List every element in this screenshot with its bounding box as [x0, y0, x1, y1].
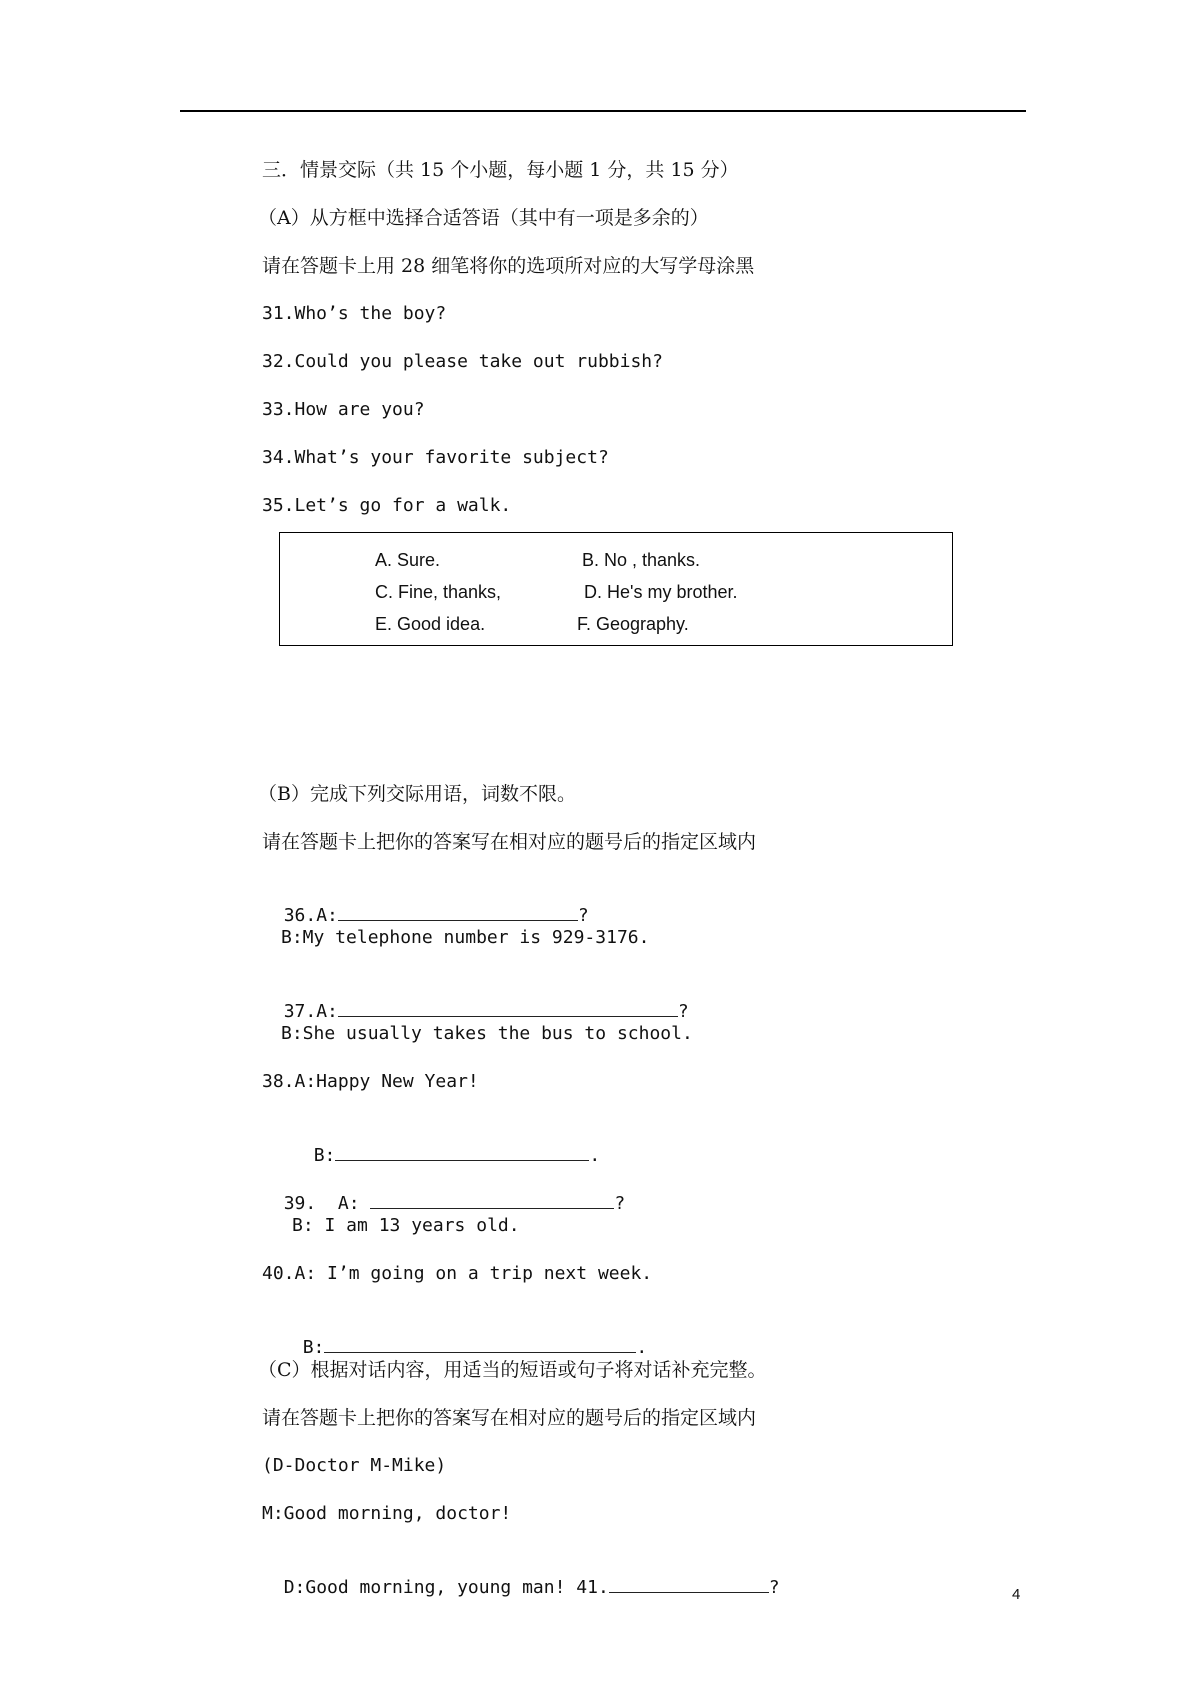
question-40-b — [281, 1310, 647, 1360]
q37-end: ? — [677, 1001, 689, 1022]
question-32: 32.Could you please take out rubbish? — [262, 351, 663, 372]
section-title: 三．情景交际（共 15 个小题，每小题 1 分，共 15 分） — [262, 159, 739, 181]
q39-end: ? — [614, 1193, 626, 1214]
page-number: 4 — [1012, 1586, 1021, 1603]
part-c-instruction: （C）根据对话内容，用适当的短语或句子将对话补充完整。 — [258, 1359, 767, 1381]
part-c-roles: (D-Doctor M-Mike) — [262, 1455, 447, 1476]
option-b: B. No , thanks. — [582, 550, 701, 570]
option-d: D. He's my brother. — [584, 582, 738, 602]
answer-blank-36[interactable] — [338, 902, 578, 921]
question-38-b — [292, 1118, 600, 1168]
question-36-b: B:My telephone number is 929-3176. — [281, 927, 650, 948]
question-36-a — [262, 878, 589, 928]
question-37-b: B:She usually takes the bus to school. — [281, 1023, 693, 1044]
header-rule — [180, 110, 1026, 112]
q36-end: ? — [577, 905, 589, 926]
question-39-b: B: I am 13 years old. — [292, 1215, 520, 1236]
q38-end: . — [589, 1145, 601, 1166]
q36-prefix: 36.A: — [283, 905, 338, 926]
answer-blank-37[interactable] — [338, 998, 678, 1017]
q38-prefix: B: — [313, 1145, 336, 1166]
part-b-instruction: （B）完成下列交际用语，词数不限。 — [258, 783, 576, 805]
question-37-a — [262, 974, 689, 1024]
q40-prefix: B: — [302, 1337, 325, 1358]
q39-prefix: 39. A: — [283, 1193, 371, 1214]
option-c: C. Fine, thanks, — [375, 582, 502, 602]
question-35: 35.Let’s go for a walk. — [262, 495, 512, 516]
part-a-instruction: （A）从方框中选择合适答语（其中有一项是多余的） — [258, 207, 709, 229]
question-40-a: 40.A: I’m going on a trip next week. — [262, 1263, 653, 1284]
q40-end: . — [636, 1337, 648, 1358]
dialogue-line-2 — [262, 1550, 780, 1600]
option-a: A. Sure. — [375, 550, 441, 570]
dialogue-line-2-end: ? — [768, 1577, 780, 1598]
answer-blank-39[interactable] — [370, 1190, 614, 1209]
option-f: F. Geography. — [577, 614, 689, 634]
part-c-note: 请在答题卡上把你的答案写在相对应的题号后的指定区域内 — [262, 1407, 757, 1429]
q37-prefix: 37.A: — [283, 1001, 338, 1022]
answer-blank-41[interactable] — [609, 1574, 769, 1593]
dialogue-line-2-text: D:Good morning, young man! 41. — [283, 1577, 609, 1598]
question-38-a: 38.A:Happy New Year! — [262, 1071, 479, 1092]
option-e: E. Good idea. — [375, 614, 486, 634]
question-33: 33.How are you? — [262, 399, 425, 420]
question-34: 34.What’s your favorite subject? — [262, 447, 609, 468]
part-b-note: 请在答题卡上把你的答案写在相对应的题号后的指定区域内 — [262, 831, 757, 853]
answer-blank-38[interactable] — [335, 1142, 589, 1161]
answer-blank-40[interactable] — [324, 1334, 636, 1353]
question-31: 31.Who’s the boy? — [262, 303, 447, 324]
question-39-a — [262, 1166, 625, 1216]
dialogue-line-1: M:Good morning, doctor! — [262, 1503, 512, 1524]
options-box — [279, 532, 953, 646]
part-a-note: 请在答题卡上用 28 细笔将你的选项所对应的大写学母涂黑 — [262, 255, 755, 277]
